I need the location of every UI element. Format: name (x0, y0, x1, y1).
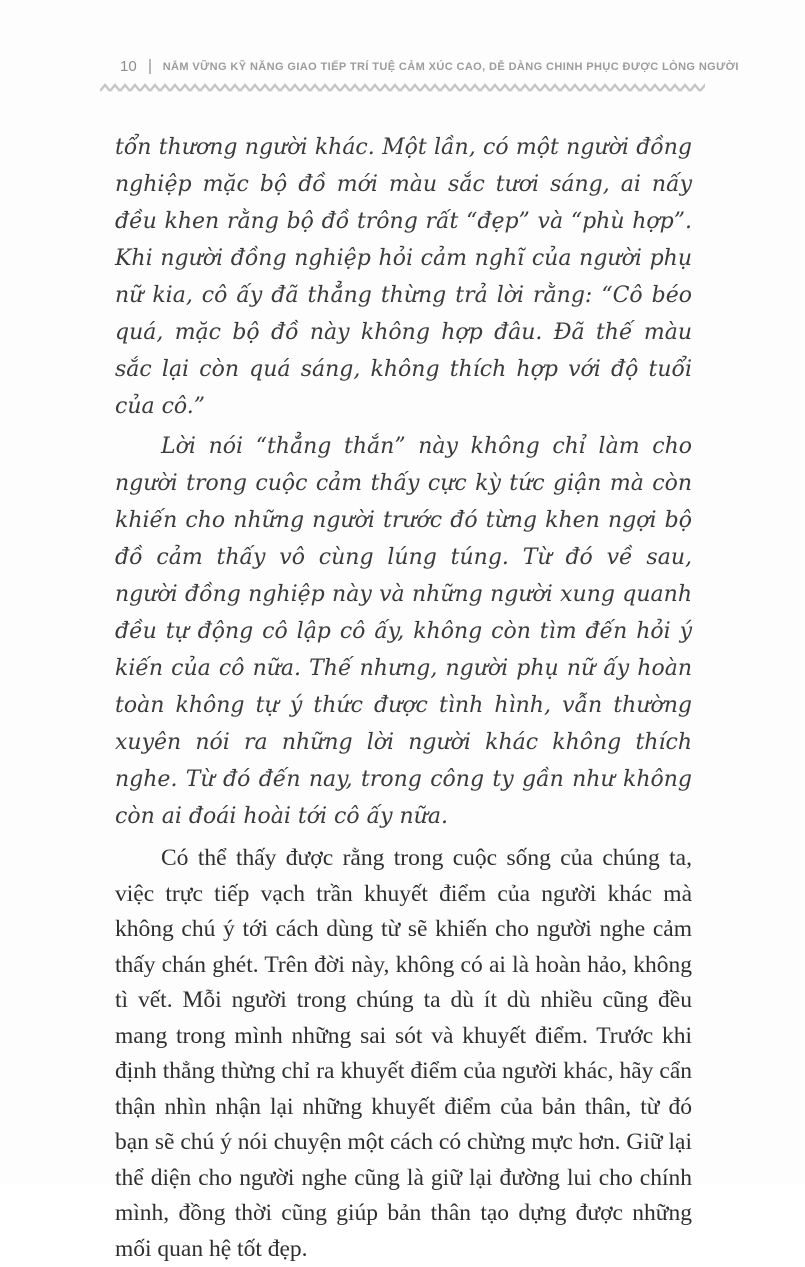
page-header (0, 0, 805, 75)
header-divider (149, 59, 151, 74)
paragraph-lesson: Có thể thấy được rằng trong cuộc sống của chúng ta, việc trực tiếp vạch trần khuyết điểm của người khác mà không chú ý tới cách dùng từ sẽ khiến cho người nghe cảm thấy chán ghét. Trên đời này, không có ai là hoàn hảo, không tì vết. Mỗi người trong chúng ta dù ít dù nhiều cũng đều mang trong mình những sai sót và khuyết điểm. Trước khi định thẳng thừng chỉ ra khuyết điểm của người khác, hãy cẩn thận nhìn nhận lại những khuyết điểm của bản thân, từ đó bạn sẽ chú ý nói chuyện một cách có chừng mực hơn. Giữ lại thể diện cho người nghe cũng là giữ lại đường lui cho chính mình, đồng thời cũng giúp bản thân tạo dựng được những mối quan hệ tốt đẹp. (115, 845, 692, 1262)
running-title: NẮM VỮNG KỸ NĂNG GIAO TIẾP TRÍ TUỆ CẢM XÚC CAO, DỄ DÀNG CHINH PHỤC ĐƯỢC LÒNG NGƯỜI (162, 60, 739, 73)
page-number: 10 (120, 58, 137, 75)
zigzag-icon (100, 83, 705, 93)
paragraph-anecdote-start: tổn thương người khác. Một lần, có một người đồng nghiệp mặc bộ đồ mới màu sắc tươi sáng, ai nấy đều khen rằng bộ đồ trông rất “đẹp” và “phù hợp”. Khi người đồng nghiệp hỏi cảm nghĩ của người phụ nữ kia, cô ấy đã thẳng thừng trả lời rằng: “Cô béo quá, mặc bộ đồ này không hợp đâu. Đã thế màu sắc lại còn quá sáng, không thích hợp với độ tuổi của cô.” (115, 135, 692, 419)
page-body (0, 93, 805, 1267)
decorative-zigzag-border (0, 75, 805, 93)
paragraph-anecdote-consequence: Lời nói “thẳng thắn” này không chỉ làm cho người trong cuộc cảm thấy cực kỳ tức giận mà còn khiến cho những người trước đó từng khen ngợi bộ đồ cảm thấy vô cùng lúng túng. Từ đó về sau, người đồng nghiệp này và những người xung quanh đều tự động cô lập cô ấy, không còn tìm đến hỏi ý kiến của cô nữa. Thế nhưng, người phụ nữ ấy hoàn toàn không tự ý thức được tình hình, vẫn thường xuyên nói ra những lời người khác không thích nghe. Từ đó đến nay, trong công ty gần như không còn ai đoái hoài tới cô ấy nữa. (115, 434, 692, 829)
